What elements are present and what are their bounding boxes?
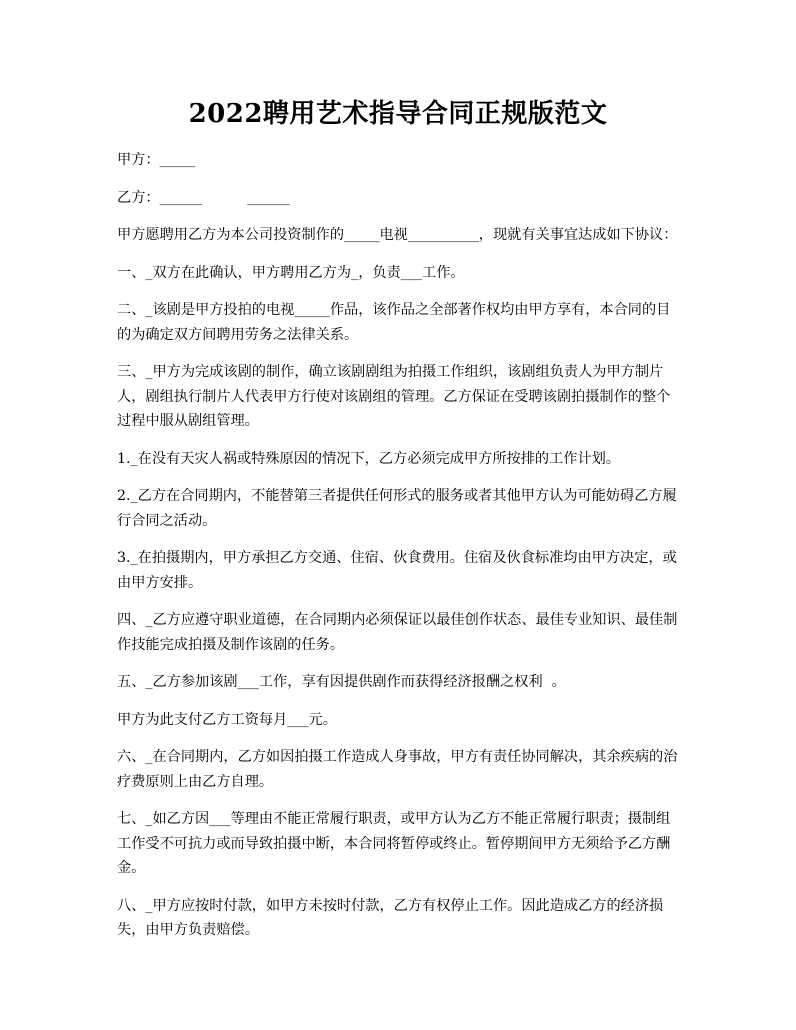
salary-line: 甲方为此支付乙方工资每月___元。 xyxy=(117,711,337,728)
clause-6: 六、_在合同期内，乙方如因拍摄工作造成人身事故，甲方有责任协同解决，其余疾病的治疗费原则上由乙方自理。 xyxy=(117,749,678,790)
clause-3-item-1: 1._在没有天灾人祸或特殊原因的情况下，乙方必须完成甲方所按排的工作计划。 xyxy=(117,450,621,467)
party-a-line: 甲方：_____ xyxy=(117,152,196,168)
intro-paragraph: 甲方愿聘用乙方为本公司投资制作的_____电视__________，现就有关事宜达成如下协议： xyxy=(117,227,678,243)
party-b-line: 乙方：______ ______ xyxy=(117,189,290,206)
clause-3-item-3: 3._在拍摄期内，甲方承担乙方交通、住宿、伙食费用。住宿及伙食标准均由甲方决定，或由甲方安排。 xyxy=(117,550,677,591)
clause-2: 二、_该剧是甲方投拍的电视_____作品，该作品之全部著作权均由甲方享有，本合同的目的为确定双方间聘用劳务之法律关系。 xyxy=(117,302,671,343)
document-body xyxy=(117,148,682,956)
document-title: 2022聘用艺术指导合同正规版范文 xyxy=(188,99,608,129)
clause-1: 一、_双方在此确认，甲方聘用乙方为_，负责___工作。 xyxy=(117,264,465,281)
clause-4: 四、_乙方应遵守职业道德，在合同期内必须保证以最佳创作状态、最佳专业知识、最佳制作技能完成拍摄及制作该剧的任务。 xyxy=(117,612,678,653)
clause-5: 五、_乙方参加该剧___工作，享有因提供剧作而获得经济报酬之权利 。 xyxy=(117,674,566,690)
clause-8: 八、_甲方应按时付款，如甲方未按时付款，乙方有权停止工作。因此造成乙方的经济损失，由甲方负责赔偿。 xyxy=(117,897,664,938)
clause-7: 七、_如乙方因___等理由不能正常履行职责，或甲方认为乙方不能正常履行职责；摄制组工作受不可抗力或而导致拍摄中断，本合同将暂停或终止。暂停期间甲方无须给予乙方酬金。 xyxy=(117,811,671,876)
clause-3: 三、_甲方为完成该剧的制作，确立该剧剧组为拍摄工作组织，该剧组负责人为甲方制片人，剧组执行制片人代表甲方行使对该剧组的管理。乙方保证在受聘该剧拍摄制作的整个过程中服从剧组管理。 xyxy=(117,364,671,429)
clause-3-item-2: 2._乙方在合同期内，不能替第三者提供任何形式的服务或者其他甲方认为可能妨碍乙方履行合同之活动。 xyxy=(117,488,677,529)
